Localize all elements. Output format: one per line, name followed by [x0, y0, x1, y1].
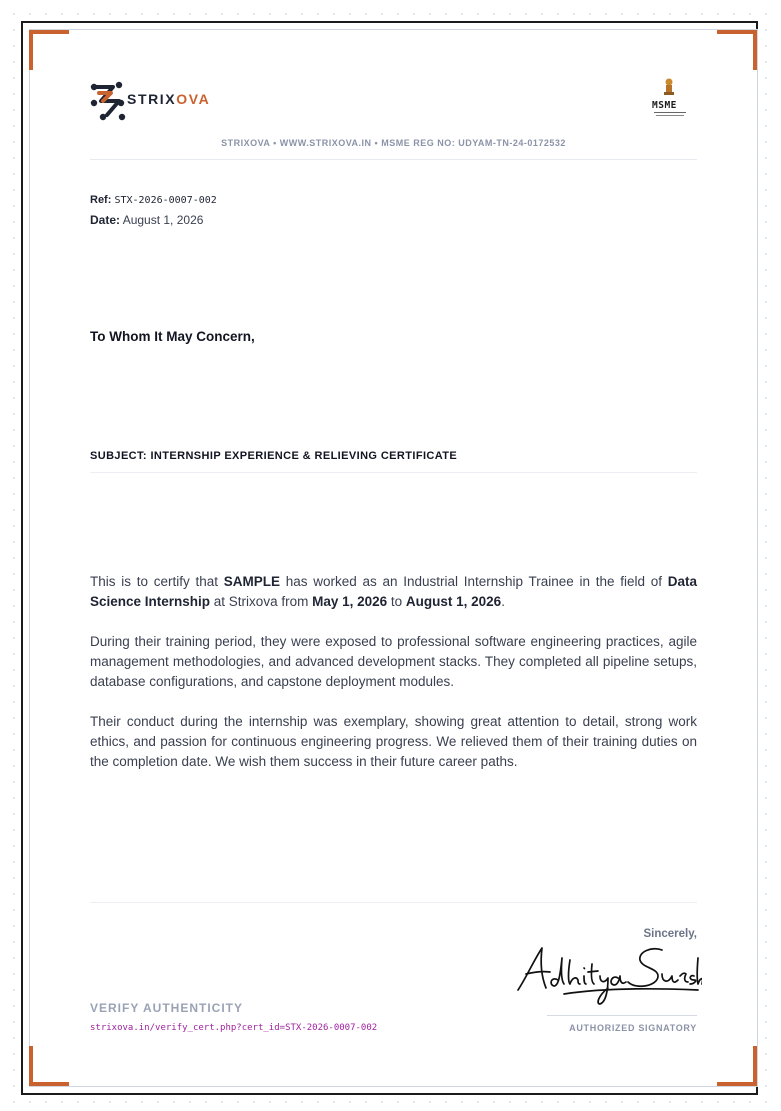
msme-emblem-icon	[650, 78, 690, 122]
start-date: May 1, 2026	[312, 594, 388, 609]
verify-authenticity-title: VERIFY AUTHENTICITY	[90, 1001, 244, 1015]
emblem-rule	[656, 115, 684, 116]
date-label: Date:	[90, 213, 121, 227]
header-divider	[90, 159, 697, 160]
text-run: at Strixova from	[210, 594, 313, 609]
end-date: August 1, 2026	[405, 594, 502, 609]
text-run: This is to certify that	[90, 574, 224, 589]
handwritten-signature	[512, 938, 702, 1010]
text-run: .	[501, 594, 505, 609]
internship-field: Data Science Internship	[90, 574, 697, 609]
ref-value: STX-2026-0007-002	[114, 195, 217, 206]
authorized-signatory-label: AUTHORIZED SIGNATORY	[569, 1023, 697, 1033]
ref-label: Ref:	[90, 194, 112, 206]
brand-name	[127, 91, 210, 107]
corner-ornament-top-left	[29, 30, 69, 70]
strixova-logo-icon	[89, 79, 129, 123]
msme-emblem-text: MSME	[652, 100, 677, 111]
conduct-paragraph: Their conduct during the internship was exemplary, showing great attention to detail, strong work ethics, and passion for continuous engineering progress. We relieved them of their training duties on the completion date. We wish them success in their future career paths.	[90, 714, 697, 769]
subject-divider	[90, 472, 697, 473]
brand-name-part1: STRIX	[127, 91, 177, 107]
salutation: To Whom It May Concern,	[90, 329, 255, 344]
verification-link[interactable]: strixova.in/verify_cert.php?cert_id=STX-2026-0007-002	[90, 1023, 378, 1033]
text-run: to	[387, 594, 406, 609]
reference-number	[90, 194, 217, 206]
company-info-line: STRIXOVA • WWW.STRIXOVA.IN • MSME REG NO: UDYAM-TN-24-0172532	[221, 138, 566, 148]
text-run: has worked as an Industrial Internship Trainee in the field of	[279, 574, 668, 589]
issue-date	[90, 213, 203, 227]
training-paragraph: During their training period, they were exposed to professional software engineering practices, agile management methodologies, and advanced development stacks. They completed all pipeline setups, database configurations, and capstone deployment modules.	[90, 634, 697, 689]
date-value: August 1, 2026	[122, 213, 204, 227]
closing-sincerely: Sincerely,	[643, 928, 697, 940]
corner-ornament-bottom-left	[29, 1046, 69, 1086]
subject-line: SUBJECT: INTERNSHIP EXPERIENCE & RELIEVING CERTIFICATE	[90, 450, 458, 462]
brand-name-part2: OVA	[176, 91, 211, 107]
corner-ornament-bottom-right	[717, 1046, 757, 1086]
national-emblem-icon	[662, 78, 676, 96]
intern-name: SAMPLE	[223, 574, 280, 589]
footer-divider	[90, 902, 697, 903]
emblem-rule	[654, 112, 686, 113]
certification-paragraph	[90, 572, 697, 612]
corner-ornament-top-right	[717, 30, 757, 70]
signature-line	[547, 1015, 697, 1016]
